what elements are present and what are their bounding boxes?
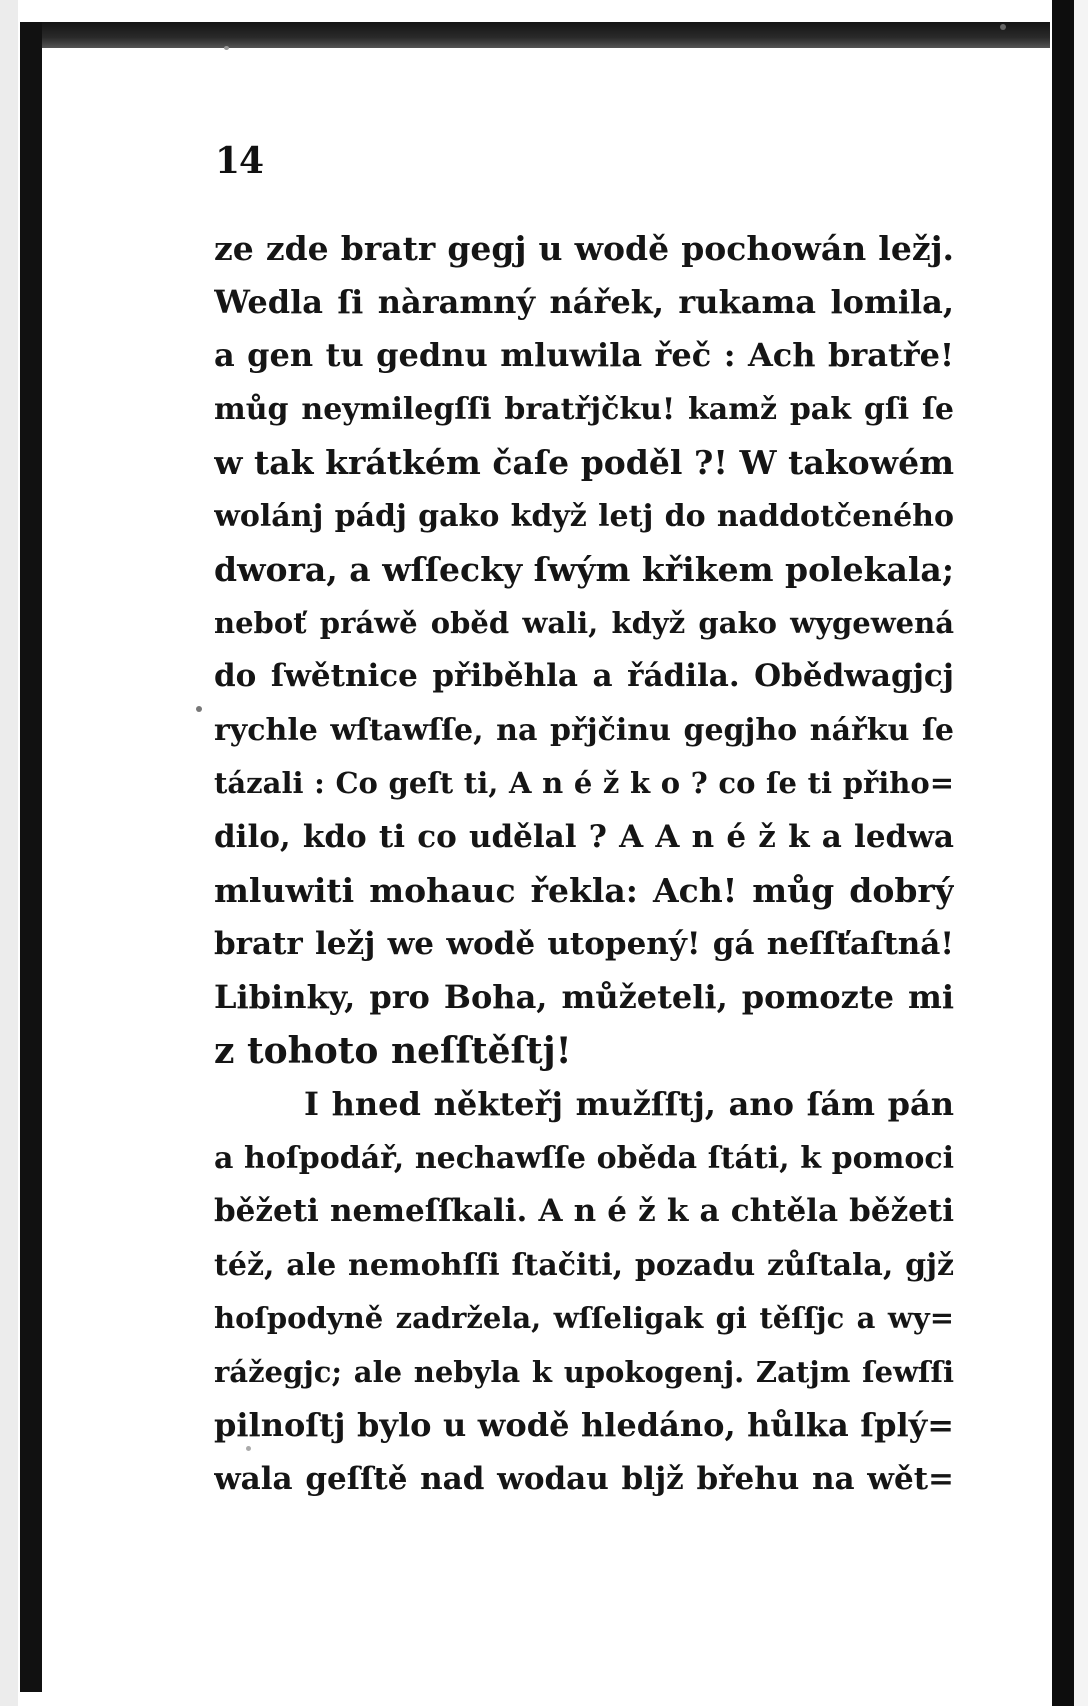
text-line: Wedla ſi nàramný nářek, rukama lomila, (214, 282, 954, 321)
text-line: wolánj pádj gako když letj do naddotčeného (214, 498, 954, 534)
text-line: dwora, a wſſecky ſwým křikem polekala; (214, 550, 954, 589)
page-edge (0, 0, 18, 1706)
body-text (214, 222, 954, 1506)
text-line: do ſwětnice přiběhla a řádila. Obědwagjcj (214, 658, 954, 694)
text-line: rážegjc; ale nebyla k upokogenj. Zatjm ſewſſi (214, 1354, 954, 1389)
text-line: z tohoto neſſtěſtj! (214, 1029, 572, 1072)
paragraph-start-line: I hned někteřj mužſſtj, ano ſám pán (304, 1085, 954, 1123)
text-line: a hoſpodář, nechawſſe oběda ſtáti, k pomoci (214, 1140, 954, 1176)
text-line: též, ale nemohſſi ſtačiti, pozadu zůſtala, gjž (214, 1247, 954, 1283)
text-line: a gen tu gednu mluwila řeč : Ach bratře! (214, 336, 954, 374)
text-line: bratr ležj we wodě utopený! gá neſſťaſtná! (214, 925, 954, 962)
scan-speck (224, 46, 229, 50)
top-border (20, 22, 1050, 48)
text-line: můg neymilegſſi bratřjčku! kamž pak gſi ſe (214, 391, 954, 427)
right-border (1052, 0, 1074, 1706)
text-line: wala geſſtě nad wodau bljž břehu na wět= (214, 1460, 954, 1497)
scan-speck (196, 706, 202, 712)
text-line: neboť práwě oběd wali, když gako wygewená (214, 605, 954, 640)
text-line: mluwiti mohauc řekla: Ach! můg dobrý (214, 871, 954, 910)
text-line: pilnoſtj bylo u wodě hledáno, hůlka ſplý= (214, 1406, 954, 1444)
page-gutter (1074, 0, 1088, 1706)
page-number: 14 (215, 140, 264, 182)
left-border (20, 22, 42, 1692)
text-line: ze zde bratr gegj u wodě pochowán ležj. (214, 229, 954, 268)
text-line: běžeti nemeſſkali. A n é ž k a chtěla běžeti (214, 1193, 954, 1229)
text-line: hoſpodyně zadržela, wſſeligak gi těſſjc a wy= (214, 1301, 954, 1335)
text-line: w tak krátkém čaſe poděl ?! W takowém (214, 443, 954, 482)
text-line: rychle wſtawſſe, na přjčinu gegjho nářku ſe (214, 712, 954, 748)
text-line: dilo, kdo ti co udělal ? A A n é ž k a ledwa (214, 818, 954, 855)
scan-speck (1000, 24, 1006, 30)
text-line: Libinky, pro Boha, můžeteli, pomozte mi (214, 978, 954, 1016)
text-line: tázali : Co geſt ti, A n é ž k o ? co ſe ti přiho= (214, 766, 954, 800)
